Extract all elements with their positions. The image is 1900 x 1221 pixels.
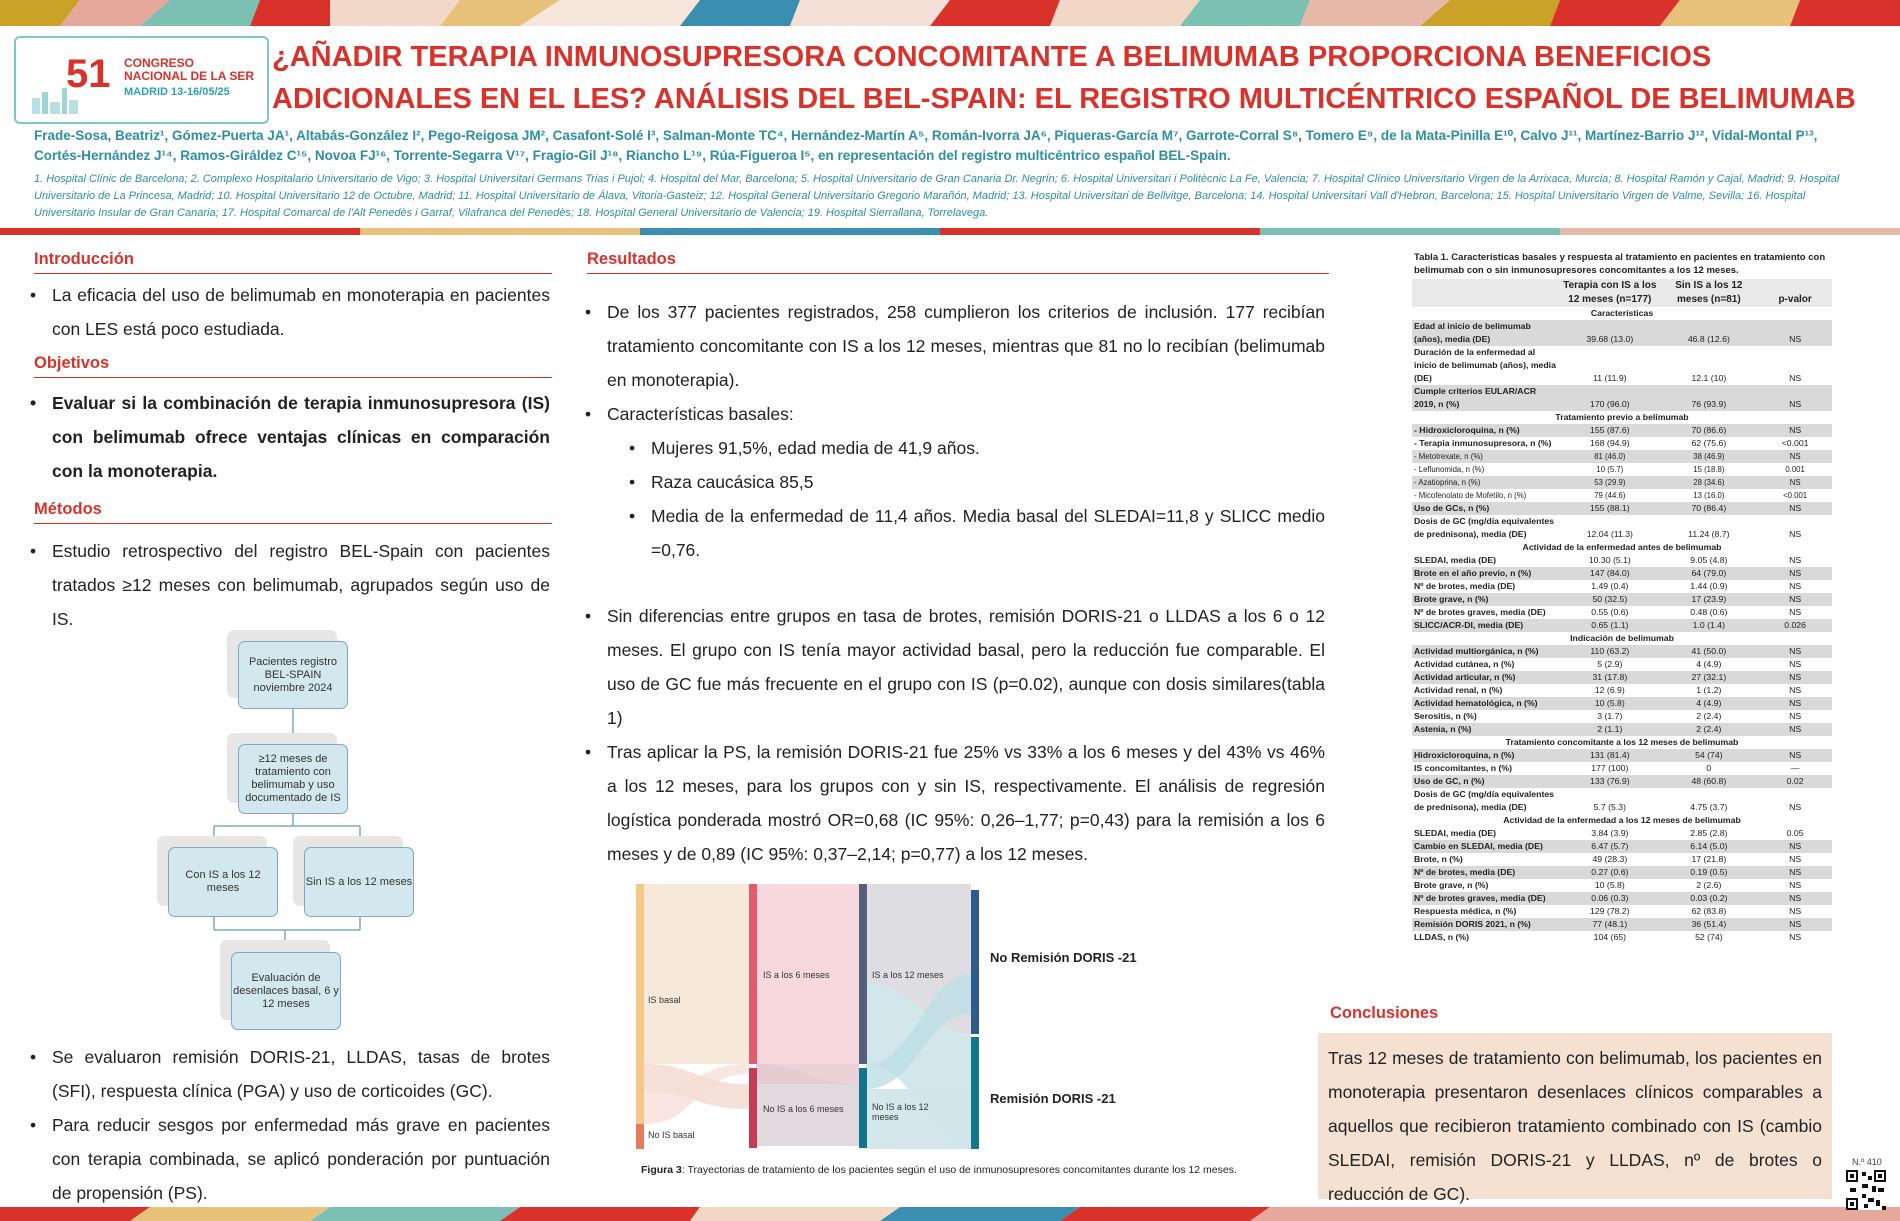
table-cell: - Metotrexate, n (%) (1412, 450, 1560, 463)
table-cell: 155 (87.6) (1560, 424, 1659, 437)
table-cell: NS (1789, 932, 1802, 942)
table-cell: NS (1758, 645, 1832, 658)
table-row (1412, 437, 1832, 450)
results-heading: Resultados (587, 250, 1329, 274)
table-cell: - Micofenolato de Mofetilo, n (%) (1414, 491, 1527, 500)
table-cell: NS (1758, 502, 1832, 515)
table-cell: 0.06 (0.3) (1560, 892, 1659, 905)
table-cell: 0.03 (0.2) (1659, 892, 1758, 905)
objectives-section (30, 386, 550, 488)
table-row (1412, 580, 1832, 593)
table-cell: 64 (79.0) (1659, 567, 1758, 580)
table-header-cell: Terapia con IS a los 12 meses (n=177) (1560, 279, 1659, 307)
table-cell: Actividad cutánea, n (%) (1414, 659, 1515, 669)
table-cell: Nº de brotes graves, media (DE) (1414, 607, 1546, 617)
flow-box-registry: Pacientes registro BEL-SPAIN noviembre 2024 (238, 641, 348, 709)
results-bullet-3: • Sin diferencias entre grupos en tasa de brotes, remisión DORIS-21 o LLDAS a los 6 o 12 meses. El grupo con IS tenía mayor actividad basal, pero la reducción fue comparable. El uso de GC fue más frecuente en el grupo con IS (p=0.02), aunque con dosis similares(tabla 1) (585, 599, 1325, 735)
results-bullet-4: • Tras aplicar la PS, la remisión DORIS-21 fue 25% vs 33% a los 6 meses y del 43% vs 46% a los 12 meses, para los grupos con y sin IS, respectivamente. El análisis de regresión logística ponderada mostró OR=0,68 (IC 95%: 0,26–1,77; p=0,43) para la remisión a los 6 meses y de 0,89 (IC 95%: 0,37–2,14; p=0,77) a los 12 meses. (585, 735, 1325, 871)
table-cell: Cambio en SLEDAI, media (DE) (1412, 840, 1560, 853)
table-cell: 5 (2.9) (1597, 659, 1623, 669)
sankey-label: No IS basal (648, 1130, 695, 1140)
table-cell: NS (1758, 385, 1832, 411)
table-cell: 0.001 (1785, 465, 1805, 474)
sankey-label: IS basal (648, 995, 681, 1005)
table-cell: Duración de la enfermedad al inicio de belimumab (años), media (DE) (1414, 347, 1556, 383)
table-cell: 27 (32.1) (1659, 671, 1758, 684)
table-cell: 1.44 (0.9) (1690, 581, 1728, 591)
table-cell: Brote en el año previo, n (%) (1412, 567, 1560, 580)
table-row (1412, 567, 1832, 580)
table-cell: NS (1789, 555, 1802, 565)
poster-number: N.º 410 (1852, 1157, 1882, 1167)
table-cell: Uso de GCs, n (%) (1412, 502, 1560, 515)
table-row (1412, 918, 1832, 931)
table-row (1412, 788, 1832, 814)
table-cell: Actividad articular, n (%) (1412, 671, 1560, 684)
table-header-cell: Sin IS a los 12 meses (n=81) (1659, 279, 1758, 307)
sankey-node-remission (971, 1037, 979, 1149)
table-cell: 38 (46.9) (1659, 450, 1758, 463)
table-cell: 41 (50.0) (1659, 645, 1758, 658)
qr-code-icon (1846, 1170, 1886, 1210)
table-row (1412, 775, 1832, 788)
table-row (1412, 840, 1832, 853)
table-row (1412, 385, 1832, 411)
table-cell: 12 (6.9) (1594, 685, 1625, 695)
sankey-node-is12 (859, 884, 867, 1064)
table-section-row (1412, 541, 1832, 554)
table-section-row (1412, 307, 1832, 320)
table-cell: 5.7 (5.3) (1593, 802, 1626, 812)
methods-bullet-3: • Para reducir sesgos por enfermedad más grave en pacientes con terapia combinada, se aplicó ponderación por puntuación de propensión (PS). (30, 1108, 550, 1210)
table-cell: Brote, n (%) (1414, 854, 1463, 864)
logo-place-date: MADRID 13-16/05/25 (124, 86, 230, 98)
table-cell: 0.27 (0.6) (1560, 866, 1659, 879)
table-cell: - Leflunomida, n (%) (1414, 465, 1485, 474)
table-cell: NS (1758, 723, 1832, 736)
top-decorative-stripe (0, 0, 1900, 26)
table-cell: 155 (88.1) (1560, 502, 1659, 515)
table-section-row (1412, 411, 1832, 424)
table-row (1412, 762, 1832, 775)
table-cell: Nº de brotes, media (DE) (1412, 866, 1560, 879)
table-section-row (1412, 736, 1832, 749)
table-cell: NS (1758, 593, 1832, 606)
table-cell: 177 (100) (1591, 763, 1629, 773)
table-cell: Brote grave, n (%) (1414, 880, 1489, 890)
table-cell: 6.14 (5.0) (1659, 840, 1758, 853)
sankey-flow (756, 1064, 859, 1084)
table-cell: 0.02 (1758, 775, 1832, 788)
table-cell: Remisión DORIS 2021, n (%) (1412, 918, 1560, 931)
table-cell: 52 (74) (1695, 932, 1723, 942)
methods-heading: Métodos (34, 500, 552, 524)
table-row (1412, 905, 1832, 918)
results-bullet-2: • Características basales: (585, 397, 1325, 431)
table-row (1412, 931, 1832, 944)
results-section (585, 295, 1325, 567)
table-row (1412, 671, 1832, 684)
table-cell: SLEDAI, media (DE) (1414, 555, 1497, 565)
table-cell: 2.85 (2.8) (1690, 828, 1728, 838)
table-section-label: Actividad de la enfermedad a los 12 meses de belimumab (1503, 815, 1741, 825)
table-cell: NS (1789, 607, 1802, 617)
table-cell: 13 (16.0) (1693, 491, 1725, 500)
table-cell: 12.1 (10) (1691, 373, 1727, 383)
table-cell: - Terapia inmunosupresora, n (%) (1414, 438, 1552, 448)
table-cell: Nº de brotes graves, media (DE) (1412, 892, 1560, 905)
table-cell: NS (1789, 373, 1802, 383)
results-sub-bullet-3: • Media de la enfermedad de 11,4 años. Media basal del SLEDAI=11,8 y SLICC medio =0,76. (585, 499, 1325, 567)
table-row (1412, 515, 1832, 541)
figure-caption (641, 1164, 1241, 1177)
sankey-node-no-is-basal (636, 1124, 644, 1149)
table-row (1412, 749, 1832, 762)
table-cell: 77 (48.1) (1560, 918, 1659, 931)
table-cell: 17 (21.8) (1691, 854, 1727, 864)
figure-caption-text: : Trayectorias de tratamiento de los pacientes según el uso de inmunosupresores concomitantes durante los 12 meses. (681, 1164, 1237, 1176)
table-section-row (1412, 632, 1832, 645)
table-cell: 0 (1706, 763, 1712, 773)
table-row (1412, 476, 1832, 489)
table-row (1412, 827, 1832, 840)
table-row (1412, 658, 1832, 671)
sankey-node-is-basal (636, 884, 644, 1124)
table-cell: 11 (11.9) (1593, 373, 1627, 383)
table-cell: NS (1789, 880, 1802, 890)
table-cell: 4.75 (3.7) (1690, 802, 1728, 812)
table-cell: NS (1789, 529, 1802, 539)
table-cell: 12.04 (11.3) (1586, 529, 1633, 539)
table-cell: 46.8 (12.6) (1659, 320, 1758, 346)
table-cell: NS (1758, 671, 1832, 684)
table-row (1412, 606, 1832, 619)
table-cell: Cumple criterios EULAR/ACR 2019, n (%) (1412, 385, 1560, 411)
table-cell: Respuesta médica, n (%) (1414, 906, 1517, 916)
table-cell: Nº de brotes, media (DE) (1414, 581, 1516, 591)
objectives-bullet: • Evaluar si la combinación de terapia inmunosupresora (IS) con belimumab ofrece ventajas clínicas en comparación con la monoterapia. (30, 386, 550, 488)
table-cell: 81 (46.0) (1560, 450, 1659, 463)
header-divider-stripe (0, 228, 1900, 235)
table-row (1412, 879, 1832, 892)
results-bullet-1: • De los 377 pacientes registrados, 258 cumplieron los criterios de inclusión. 177 recibían tratamiento concomitante con IS a los 12 meses, mientras que 81 no lo recibían (belimumab en monoterapia). (585, 295, 1325, 397)
table-cell: 48 (60.8) (1659, 775, 1758, 788)
table-row (1412, 346, 1832, 385)
table-cell: NS (1758, 567, 1832, 580)
objectives-heading: Objetivos (34, 354, 552, 378)
table-cell: 0.65 (1.1) (1560, 619, 1659, 632)
logo-number: 51 (66, 52, 111, 96)
results-sub-bullet-1: • Mujeres 91,5%, edad media de 41,9 años. (585, 431, 1325, 465)
table-cell: Dosis de GC (mg/día equivalentes de prednisona), media (DE) (1414, 789, 1555, 812)
authors: Frade-Sosa, Beatriz¹, Gómez-Puerta JA¹, Altabás-González I², Pego-Reigosa JM², Casafont-Solé I³, Salman-Monte TC⁴, Hernández-Martín A⁵, Román-Ivorra JA⁶, Piqueras-García M⁷, Garrote-Corral S⁸, Tomero E⁹, de la Mata-Pinilla E¹⁰, Calvo J¹¹, Martínez-Barrio J¹², Vidal-Montal P¹³, Cortés-Hernández J¹⁴, Ramos-Giráldez C¹⁵, Novoa FJ¹⁶, Torrente-Segarra V¹⁷, Fragio-Gil J¹⁸, Riancho L¹⁹, Rúa-Figueroa I⁵, en representación del registro multicéntrico español BEL-Spain. (34, 128, 1818, 163)
table-cell: NS (1758, 749, 1832, 762)
table-cell: Actividad renal, n (%) (1414, 685, 1503, 695)
table-cell: 2 (2.4) (1696, 711, 1722, 721)
logo-line1: CONGRESO (124, 56, 195, 70)
sankey-node-nois12 (859, 1068, 867, 1148)
table-cell: Hidroxicloroquina, n (%) (1412, 749, 1560, 762)
table-cell: 104 (65) (1593, 932, 1626, 942)
results-table (1412, 279, 1832, 944)
table-cell: LLDAS, n (%) (1414, 932, 1470, 942)
flow-box-without-is: Sin IS a los 12 meses (304, 847, 414, 917)
table-cell: IS concomitantes, n (%) (1414, 763, 1512, 773)
table-cell: 133 (76.9) (1560, 775, 1659, 788)
table-cell: NS (1758, 320, 1832, 346)
sankey-label: IS a los 6 meses (763, 970, 830, 980)
table-cell: 4 (4.9) (1696, 659, 1722, 669)
table-cell: 31 (17.8) (1560, 671, 1659, 684)
table-cell: 0.48 (0.6) (1690, 607, 1728, 617)
sankey-label: IS a los 12 meses (872, 970, 944, 980)
table-row (1412, 697, 1832, 710)
table-cell: 76 (93.9) (1659, 385, 1758, 411)
table-cell: Serositis, n (%) (1414, 711, 1477, 721)
table-cell: NS (1758, 450, 1832, 463)
flow-box-inclusion: ≥12 meses de tratamiento con belimumab y uso documentado de IS (238, 744, 348, 814)
table-cell: Actividad multiorgánica, n (%) (1412, 645, 1560, 658)
table-header-cell: p-valor (1758, 279, 1832, 307)
conclusions-heading: Conclusiones (1330, 1004, 1439, 1022)
intro-heading: Introducción (34, 250, 552, 274)
table-row (1412, 723, 1832, 736)
table-section-label: Indicación de belimumab (1570, 633, 1674, 643)
table-cell: 10.30 (5.1) (1588, 555, 1631, 565)
table-section-label: Características (1590, 308, 1654, 318)
table-row (1412, 684, 1832, 697)
table-cell: 147 (84.0) (1560, 567, 1659, 580)
table-cell: 10 (5.8) (1594, 880, 1625, 890)
table-cell: 49 (28.3) (1592, 854, 1628, 864)
table-cell: NS (1758, 476, 1832, 489)
table-cell: NS (1758, 866, 1832, 879)
table-cell: 28 (34.6) (1659, 476, 1758, 489)
table-row (1412, 892, 1832, 905)
table-cell: NS (1789, 906, 1802, 916)
table-cell: NS (1789, 685, 1802, 695)
table-cell: NS (1758, 697, 1832, 710)
table-cell: Brote grave, n (%) (1412, 593, 1560, 606)
table-cell: NS (1789, 854, 1802, 864)
table-cell: Edad al inicio de belimumab (años), media (DE) (1412, 320, 1560, 346)
table-cell: 2 (2.4) (1659, 723, 1758, 736)
methods-bullet-1: • Estudio retrospectivo del registro BEL-Spain con pacientes tratados ≥12 meses con belimumab, agrupados según uso de IS. (30, 534, 550, 636)
table-cell: <0.001 (1781, 438, 1809, 448)
table-cell: 0.026 (1758, 619, 1832, 632)
flow-box-with-is: Con IS a los 12 meses (168, 847, 278, 917)
results-section-2 (585, 599, 1325, 871)
sankey-label: No IS a los 6 meses (763, 1104, 844, 1114)
table-cell: NS (1789, 711, 1802, 721)
table-row (1412, 424, 1832, 437)
table-cell: Astenia, n (%) (1412, 723, 1560, 736)
table-cell: NS (1789, 581, 1802, 591)
table-row (1412, 710, 1832, 723)
sankey-output-label: Remisión DORIS -21 (990, 1091, 1116, 1106)
intro-bullet: • La eficacia del uso de belimumab en monoterapia en pacientes con LES está poco estudiada. (30, 278, 550, 346)
poster-title: ¿AÑADIR TERAPIA INMUNOSUPRESORA CONCOMITANTE A BELIMUMAB PROPORCIONA BENEFICIOS ADICIONALES EN EL LES? ANÁLISIS DEL BEL-SPAIN: EL REGISTRO MULTICÉNTRICO ESPAÑOL DE BELIMUMAB (272, 41, 1856, 115)
table-cell: <0.001 (1783, 491, 1808, 500)
table-row (1412, 450, 1832, 463)
table-header-row (1412, 279, 1832, 307)
sankey-label: No IS a los 12 meses (872, 1102, 929, 1122)
table-cell: 9.05 (4.8) (1690, 555, 1728, 565)
results-sub-bullet-2: • Raza caucásica 85,5 (585, 465, 1325, 499)
table-cell: NS (1789, 659, 1802, 669)
table-section-label: Actividad de la enfermedad antes de belimumab (1522, 542, 1722, 552)
table-cell: NS (1758, 840, 1832, 853)
sankey-flow (644, 884, 749, 1064)
sankey-node-nois6 (749, 1068, 757, 1148)
table-cell: 54 (74) (1659, 749, 1758, 762)
table-cell: Dosis de GC (mg/día equivalentes de prednisona), media (DE) (1414, 516, 1555, 539)
intro-section (30, 278, 550, 346)
table-cell: 53 (29.9) (1560, 476, 1659, 489)
table-row (1412, 463, 1832, 476)
logo-text (124, 57, 254, 83)
table-cell: 62 (83.8) (1691, 906, 1727, 916)
table-cell: 15 (18.8) (1693, 465, 1725, 474)
table-row (1412, 853, 1832, 866)
table-row (1412, 593, 1832, 606)
table-cell: 129 (78.2) (1590, 906, 1630, 916)
table-cell: SLICC/ACR-DI, media (DE) (1412, 619, 1560, 632)
table-cell: 2 (2.6) (1696, 880, 1722, 890)
table-cell: 39.68 (13.0) (1560, 320, 1659, 346)
table-cell: - Hidroxicloroquina, n (%) (1412, 424, 1560, 437)
table-cell: Uso de GC, n (%) (1412, 775, 1560, 788)
flow-box-outcomes: Evaluación de desenlaces basal, 6 y 12 meses (231, 952, 341, 1030)
table-cell: 4 (4.9) (1659, 697, 1758, 710)
affiliations: 1. Hospital Clínic de Barcelona; 2. Complexo Hospitalario Universitario de Vigo; 3. Hospital Universitari Germans Trias i Pujol; 4. Hospital del Mar, Barcelona; 5. Hospital Universitario de Gran Canaria Dr. Negrín; 6. Hospital Universitari i Politècnic La Fe, Valencia; 7. Hospital Clínico Universitario Virgen de la Arrixaca, Murcia; 8. Hospital Ramón y Cajal, Madrid; 9. Hospital Universitario de La Princesa, Madrid; 10. Hospital Universitario 12 de Octubre, Madrid; 11. Hospital Universitario de Álava, Vitoria-Gasteiz; 12. Hospital General Universitario Gregorio Marañón, Madrid; 13. Hospital Universitari de Bellvitge, Barcelona; 14. Hospital Universitari Vall d'Hebron, Barcelona; 15. Hospital Universitario Virgen de Valme, Sevilla; 16. Hospital Universitario Insular de Gran Canaria; 17. Hospital Comarcal de l'Alt Penedès i Garraf, Vilafranca del Penedès; 18. Hospital General Universitario de Valencia; 19. Hospital Sierrallana, Torrelavega. (34, 173, 1840, 219)
table-title: Tabla 1. Características basales y respuesta al tratamiento en pacientes en tratamiento con belimumab con o sin inmunosupresores concomitantes a los 12 meses. (1414, 252, 1826, 276)
table-cell: 0.55 (0.6) (1591, 607, 1629, 617)
table-cell: 2 (1.1) (1560, 723, 1659, 736)
table-cell: 3.84 (3.9) (1591, 828, 1629, 838)
table-cell: 1.0 (1.4) (1659, 619, 1758, 632)
congress-logo (14, 36, 269, 124)
table-row (1412, 502, 1832, 515)
sankey-output-label: No Remisión DORIS -21 (990, 950, 1137, 965)
conclusions-box: Tras 12 meses de tratamiento con belimumab, los pacientes en monoterapia presentaron desenlaces clínicos comparables a aquellos que recibieron tratamiento combinado con IS (cambio SLEDAI, remisión DORIS-21 y LLDAS, nº de brotes o reducción de GC). (1318, 1033, 1832, 1199)
table-cell: 70 (86.6) (1659, 424, 1758, 437)
table-header-cell (1412, 279, 1560, 307)
table-cell: SLEDAI, media (DE) (1414, 828, 1497, 838)
table-section-label: Tratamiento previo a belimumab (1555, 412, 1689, 422)
table-cell: NS (1758, 424, 1832, 437)
table-row (1412, 645, 1832, 658)
table-cell: 11.24 (8.7) (1688, 529, 1730, 539)
table-cell: 0.19 (0.5) (1659, 866, 1758, 879)
table-cell: 17 (23.9) (1659, 593, 1758, 606)
logo-line2: NACIONAL DE LA SER (124, 69, 255, 83)
table-cell: 36 (51.4) (1659, 918, 1758, 931)
table-cell: 79 (44.6) (1594, 491, 1626, 500)
table-cell: 70 (86.4) (1659, 502, 1758, 515)
table-cell: NS (1758, 918, 1832, 931)
table-cell: 170 (96.0) (1560, 385, 1659, 411)
sankey-node-no-remission (971, 890, 979, 1034)
table-cell: 10 (5.7) (1596, 465, 1624, 474)
table-cell: Actividad hematológica, n (%) (1412, 697, 1560, 710)
methods-bullet-2: • Se evaluaron remisión DORIS-21, LLDAS, tasas de brotes (SFI), respuesta clínica (PGA) y uso de corticoides (GC). (30, 1040, 550, 1108)
table-cell: NS (1758, 892, 1832, 905)
table-row (1412, 619, 1832, 632)
table-cell: NS (1789, 802, 1802, 812)
table-row (1412, 320, 1832, 346)
table-cell: 10 (5.8) (1560, 697, 1659, 710)
table-cell: - Azatioprina, n (%) (1412, 476, 1560, 489)
methods-section-2 (30, 1040, 550, 1210)
table-cell: 3 (1.7) (1597, 711, 1623, 721)
table-section-label: Tratamiento concomitante a los 12 meses de belimumab (1505, 737, 1739, 747)
table-cell: 110 (63.2) (1560, 645, 1659, 658)
table-cell: 0.05 (1786, 828, 1804, 838)
table-section-row (1412, 814, 1832, 827)
table-cell: 62 (75.6) (1691, 438, 1727, 448)
table-row (1412, 866, 1832, 879)
sankey-node-is6 (749, 884, 757, 1064)
table-row (1412, 489, 1832, 502)
table-cell: 168 (94.9) (1590, 438, 1630, 448)
table-cell: 1 (1.2) (1696, 685, 1722, 695)
table-row (1412, 554, 1832, 567)
table-cell: 1.49 (0.4) (1591, 581, 1629, 591)
table-cell: 50 (32.5) (1560, 593, 1659, 606)
figure-caption-label: Figura 3 (641, 1164, 682, 1176)
table-cell: 131 (81.4) (1560, 749, 1659, 762)
table-cell: 6.47 (5.7) (1560, 840, 1659, 853)
table-cell: — (1790, 763, 1800, 773)
